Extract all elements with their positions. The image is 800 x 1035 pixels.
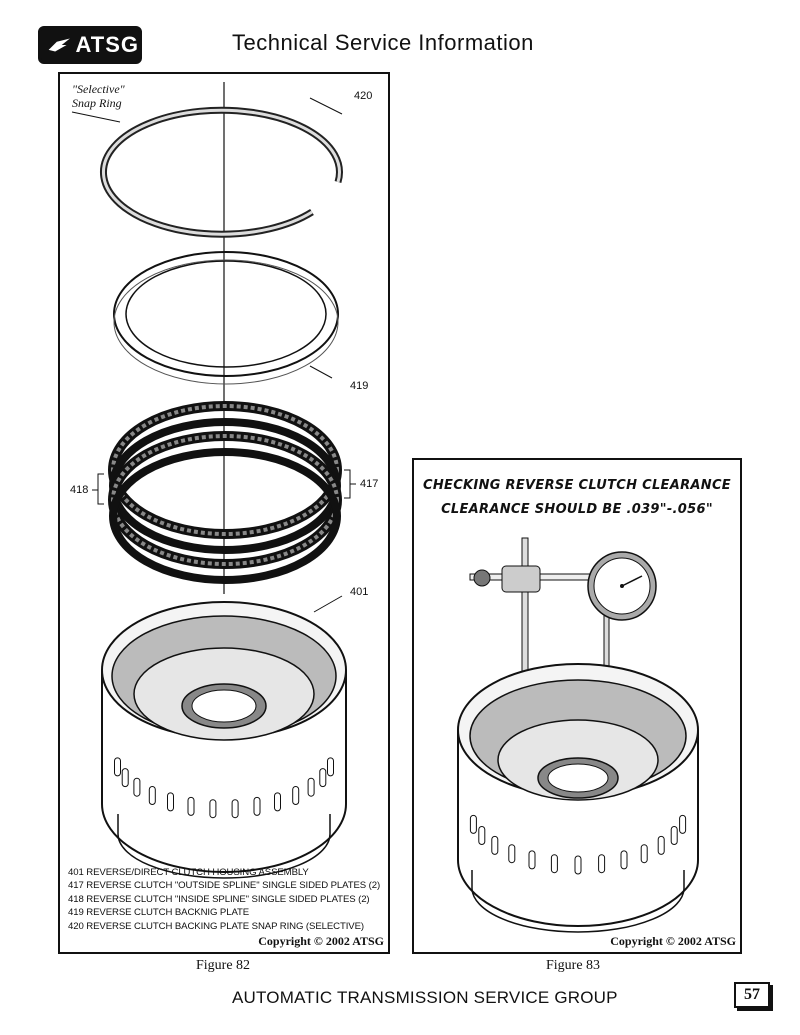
housing-slot	[671, 827, 677, 845]
legend-item-419: 419 REVERSE CLUTCH BACKNIG PLATE	[68, 907, 250, 919]
legend-item-401: 401 REVERSE/DIRECT CLUTCH HOUSING ASSEMBLY	[68, 867, 309, 878]
atsg-logo	[38, 26, 142, 64]
housing-slot	[254, 797, 260, 815]
housing-slot	[275, 793, 281, 811]
housing-slot	[470, 815, 476, 833]
housing-slot	[308, 778, 314, 796]
housing-slot	[509, 845, 515, 863]
housing-slot	[680, 815, 686, 833]
page-title: Technical Service Information	[232, 30, 534, 55]
figure-82-copyright: Copyright © 2002 ATSG	[258, 934, 384, 948]
housing-slot	[320, 769, 326, 787]
part-420-snap-ring	[103, 98, 342, 234]
housing-slot	[149, 787, 155, 805]
figure-82-caption: Figure 82	[196, 958, 251, 973]
callout-420: 420	[354, 90, 373, 102]
clutch-housing-assembled	[458, 664, 698, 932]
housing-slot	[168, 793, 174, 811]
part-401-clutch-housing	[102, 602, 346, 878]
dial-indicator-diagram	[414, 460, 740, 952]
housing-slot	[328, 758, 334, 776]
figure-83-title-line2: CLEARANCE SHOULD BE .039"-.056"	[441, 502, 713, 517]
housing-slot	[232, 800, 238, 818]
housing-slot	[575, 856, 581, 874]
housing-slot	[188, 797, 194, 815]
part-419-backing-plate	[114, 252, 338, 384]
housing-slot	[134, 778, 140, 796]
housing-slot	[479, 827, 485, 845]
exploded-clutch-diagram	[60, 74, 388, 952]
housing-slot	[492, 836, 498, 854]
callout-401: 401	[350, 586, 369, 598]
selective-label-line2: Snap Ring	[72, 96, 122, 110]
legend-item-418: 418 REVERSE CLUTCH "INSIDE SPLINE" SINGLE SIDED PLATES (2)	[68, 893, 370, 905]
footer-text: AUTOMATIC TRANSMISSION SERVICE GROUP	[232, 988, 618, 1007]
housing-slot	[621, 851, 627, 869]
housing-slot	[599, 855, 605, 873]
page-number: 57	[734, 982, 770, 1008]
figure-83-caption: Figure 83	[546, 958, 601, 973]
bird-logo-icon	[47, 35, 72, 55]
housing-slot	[115, 758, 121, 776]
housing-slot	[210, 800, 216, 818]
figure-82-panel	[58, 72, 390, 954]
legend-item-417: 417 REVERSE CLUTCH "OUTSIDE SPLINE" SINGLE SIDED PLATES (2)	[68, 880, 381, 892]
callout-418: 418	[70, 484, 89, 496]
housing-slot	[641, 845, 647, 863]
parts-legend	[68, 866, 380, 933]
logo-text: ATSG	[75, 32, 139, 57]
figure-83-copyright: Copyright © 2002 ATSG	[610, 934, 736, 948]
housing-slot	[658, 836, 664, 854]
housing-slot	[293, 787, 299, 805]
figure-83-title-line1: CHECKING REVERSE CLUTCH CLEARANCE	[423, 478, 731, 493]
dial-gauge	[588, 552, 656, 620]
figure-83-panel	[412, 458, 742, 954]
housing-slot	[529, 851, 535, 869]
callout-419: 419	[350, 380, 369, 392]
selective-label-line1: "Selective"	[72, 82, 125, 96]
callout-417: 417	[360, 478, 379, 490]
housing-slot	[551, 855, 557, 873]
housing-slot	[122, 769, 128, 787]
legend-item-420: 420 REVERSE CLUTCH BACKING PLATE SNAP RING (SELECTIVE)	[68, 920, 364, 932]
